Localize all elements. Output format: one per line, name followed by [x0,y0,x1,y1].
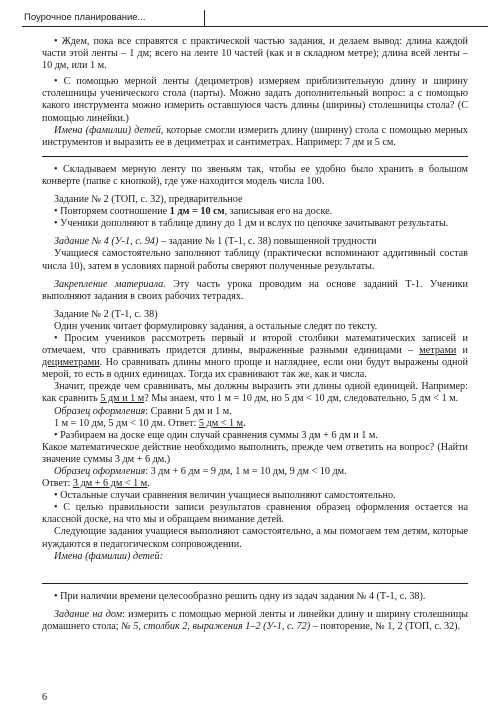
underlined-text: 3 дм + 6 дм < 1 м [72,478,148,490]
paragraph: • Ждем, пока все справятся с практической частью задания, и делаем вывод: длина каждой части этой ленты – 1 дм; всего на ленте 10 частей (как и в складном метре); длина всей ленты – 10 дм, или 1 м. [42,36,468,72]
italic-label: Закрепление материала. [54,278,166,290]
text: . Но сравнивать длины много проще и нагляднее, если они будут выражены одной мерой, то есть в одних единицах. Тогда их сравнивают так же, как и числа. [42,357,468,381]
paragraph: • Остальные случаи сравнения величин учащиеся выполняют самостоятельно. [42,490,468,502]
running-title: Поурочное планирование... [22,10,205,26]
paragraph [42,551,468,563]
paragraph [42,609,468,633]
underlined-text: 5 дм и 1 м [100,393,145,405]
paragraph [42,418,468,430]
text: Повторяем соотношение [60,206,170,218]
text: Эту часть урока проводим на основе заданий Т-1. Ученики выполняют задания в своих рабочих тетрадях. [42,278,468,302]
paragraph: Учащиеся самостоятельно заполняют таблицу (практически вспоминают аддитивный состав числа 10), затем в условиях парной работы сверяют полученные результаты. [42,248,468,272]
paragraph: • Складываем мерную ленту по звеньям так, чтобы ее удобно было хранить в большом конверте (папке с кнопкой), где уже находится модель числа 100. [42,164,468,188]
text: – повторение, № 1, 2 (ТОП, с. 32). [310,620,461,632]
text: . [147,478,150,490]
italic-label: Образец оформления [54,466,146,477]
task-heading: Задание № 2 (Т-1, с. 38) [54,308,158,320]
task-heading [42,236,468,248]
paragraph [42,406,468,418]
text: и [456,345,468,357]
underlined-text: дециметрами [42,357,100,369]
text: : измерить с помощью мерной ленты и линейки длину и ширину столешницы домашнего стола; [42,608,469,632]
running-header [22,10,488,27]
paragraph [42,466,468,478]
paragraph: Один ученик читает формулировку задания, а остальные следят по тексту. [54,320,378,332]
page-body [42,36,468,633]
paragraph: • С целью правильности записи результатов сравнения образец оформления остается на классной доске, на что мы и обращаем внимание детей. [42,502,468,526]
paragraph: • Ученики дополняют в таблице длину до 1 дм и вслух по цепочке зачитывают результаты. [42,218,468,230]
paragraph [42,206,468,218]
text: Значит, прежде чем сравнивать, мы должны выразить эти длины одной единицей. Например: как сравнить [42,381,468,405]
text: Ответ: [42,478,73,490]
italic-label: Задание № 4 (У-1, с. 94) [54,236,159,248]
text: – задание № 1 (Т-1, с. 38) повышенной трудности [158,236,377,248]
text: , записывая его на доске. [224,206,333,218]
paragraph: • С помощью мерной ленты (дециметров) измеряем приблизительную длину и ширину столешницы ученического стола (парты). Можно задать дополнительный вопрос: а с помощью какого инструмента можно измерить оставшуюся часть длины (ширины) столешницы стола? (С помощью линейки.) [42,76,468,124]
section-divider [42,583,468,584]
paragraph [42,279,468,303]
bold-text: 1 дм = 10 см [169,206,225,218]
text: : Сравни 5 дм и 1 м. [145,405,232,417]
paragraph: • При наличии времени целесообразно решить одну из задач задания № 4 (Т-1, с. 38). [42,591,468,603]
italic-label: Имена (фамилии) детей: [54,550,163,562]
section-divider [42,156,468,157]
text: которые смогли измерить длину (ширину) стола с помощью мерных инструментов и выразить ее в дециметрах и сантиметрах. Например: 7 дм и 5 см. [42,124,468,148]
text: ? Мы знаем, что 1 м = 10 дм, но 5 дм < 10 дм, следовательно, 5 дм < 1 м. [144,393,459,405]
italic-label: Имена (фамилии) детей, [54,124,164,136]
underlined-text: 5 дм < 1 м [198,417,244,429]
italic-label: Задание на дом [54,608,123,620]
italic-label: № 5, столбик 2, выражения 1–2 (У-1, с. 72) [121,620,311,632]
paragraph [42,478,468,490]
paragraph [42,125,468,149]
paragraph [42,333,468,381]
text: . [243,417,246,429]
text: Просим учеников рассмотреть первый и второй столбики математических записей и отмечаем, что сравнивать придется длины, выраженные разными единицами – [42,332,468,357]
paragraph: Следующие задания учащиеся выполняют самостоятельно, а мы помогаем тем детям, которые нуждаются в педагогическом сопровождении. [42,526,468,550]
page-number: 6 [42,692,47,703]
text: 1 м = 10 дм, 5 дм < 10 дм. Ответ: [54,417,199,429]
task-heading: Задание № 2 (ТОП, с. 32), предварительное [54,194,243,206]
paragraph: • Разбираем на доске еще один случай сравнения суммы 3 дм + 6 дм и 1 м. [42,430,468,442]
paragraph [42,381,468,405]
italic-label: Образец оформления [54,405,146,417]
paragraph: Какое математическое действие необходимо выполнить, прежде чем ответить на вопрос? (Найти значение суммы 3 дм + 6 дм.) [42,441,468,465]
underlined-text: метрами [419,345,457,357]
text: : 3 дм + 6 дм = 9 дм, 1 м = 10 дм, 9 дм < 10 дм. [145,466,347,477]
